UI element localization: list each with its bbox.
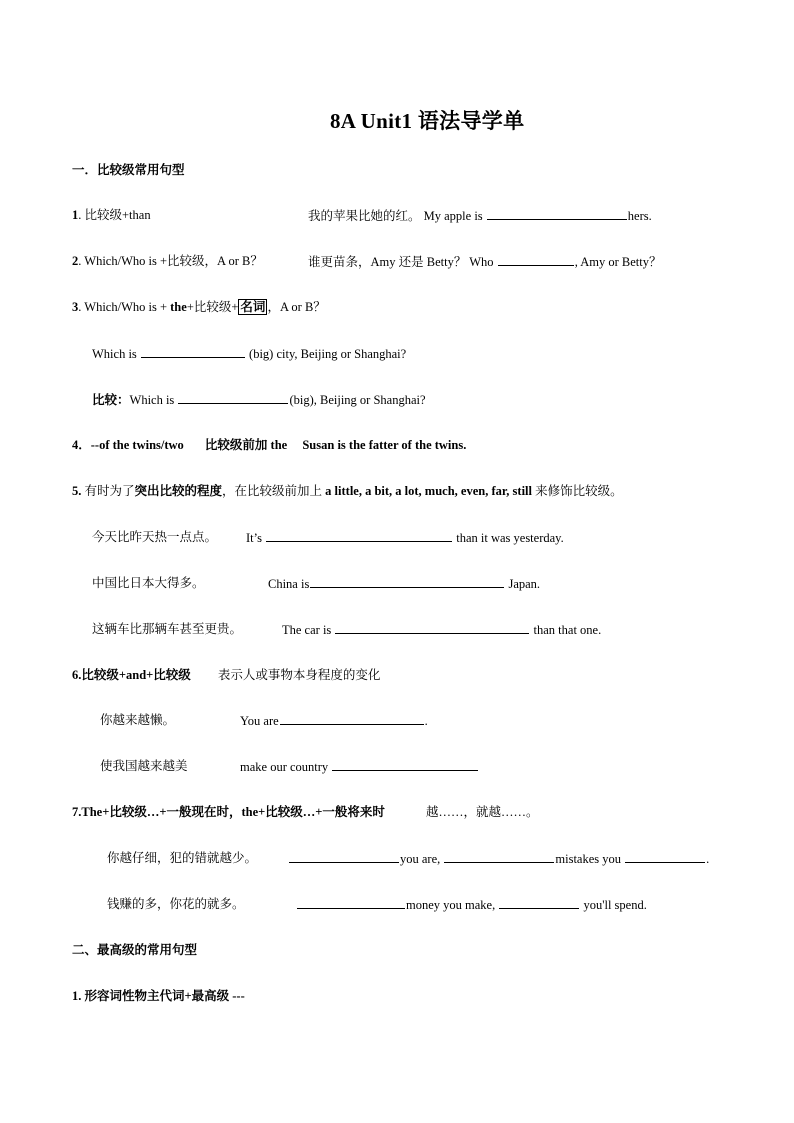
item-7-ex1-blank-2[interactable]	[444, 849, 554, 863]
item-7-ex2-blank-2[interactable]	[499, 895, 579, 909]
item-6-ex2-before: make our country	[240, 760, 329, 774]
item-5-text-d: 来修饰比较级。	[531, 484, 623, 498]
item-3-example-1	[92, 344, 406, 363]
item-7-ex1-end: .	[706, 852, 710, 866]
item-4-example: Susan is the fatter of the twins.	[302, 438, 467, 452]
item-5-ex3-before: The car is	[282, 623, 332, 637]
item-1-blank[interactable]	[487, 206, 627, 220]
item-7-example-1-cn: 你越仔细，犯的错就越少。	[107, 851, 258, 865]
item-5-text-a: 有时为了	[84, 484, 135, 498]
item-6-pattern	[72, 666, 380, 684]
item-7-ex1-mid2: mistakes you	[555, 852, 622, 866]
item-4	[72, 436, 466, 454]
item-5-modifiers: a little, a bit, a lot, much, even, far, still	[325, 484, 532, 498]
item-7-heading: 7.The+比较级…+一般现在时，the+比较级…+一般将来时	[72, 805, 385, 819]
item-3-ex2-before: Which is	[129, 393, 175, 407]
item-6-example-2-cn: 使我国越来越美	[100, 759, 188, 773]
item-5-ex2-blank[interactable]	[310, 574, 504, 588]
item-3-example-2	[92, 390, 426, 409]
item-3-ex1-after: (big) city, Beijing or Shanghai?	[249, 347, 407, 361]
item-5-text-c: ，在比较级前加上	[222, 484, 326, 498]
item-2-english-before: Who	[469, 255, 494, 269]
item-2-chinese: 谁更苗条，Amy 还是 Betty？	[308, 255, 467, 269]
item-3-number: 3	[72, 300, 79, 314]
item-7-pattern	[72, 803, 539, 821]
item-3-ex1-before: Which is	[92, 347, 137, 361]
item-2-number: 2	[72, 254, 79, 268]
item-2-blank[interactable]	[498, 252, 574, 266]
item-6-ex1-blank[interactable]	[280, 711, 424, 725]
item-7-ex2-blank-1[interactable]	[297, 895, 405, 909]
item-3-pattern-a: . Which/Who is +	[78, 300, 171, 314]
item-3-ex2-blank[interactable]	[178, 390, 288, 404]
item-7-ex1-blank-1[interactable]	[289, 849, 399, 863]
item-5-text-b: 突出比较的程度	[134, 484, 223, 498]
item-6-example-2-en	[240, 757, 479, 776]
item-5-example-3-en	[282, 620, 601, 639]
item-7-example-2-cn: 钱赚的多，你花的就多。	[107, 897, 245, 911]
item-7-ex2-mid2: you'll spend.	[583, 898, 647, 912]
item-5-ex2-after: Japan.	[508, 577, 541, 591]
item-6-example-1-en	[240, 711, 428, 730]
item-5-example-1-en	[246, 528, 564, 547]
item-1-english-before: My apple is	[423, 209, 483, 223]
item-5-ex1-blank[interactable]	[266, 528, 452, 542]
item-3-pattern-c: ，A or B？	[267, 300, 326, 314]
item-6-heading: 6.比较级+and+比较级	[72, 668, 191, 682]
item-5-number: 5.	[72, 484, 82, 498]
item-1-pattern-text: . 比较级+than	[78, 208, 151, 222]
item-4-text: 4．--of the twins/two	[72, 438, 184, 452]
item-7-ex2-mid1: money you make,	[406, 898, 496, 912]
item-1-example	[308, 206, 652, 225]
item-2-pattern	[72, 252, 263, 270]
item-6-ex1-before: You are	[240, 714, 279, 728]
item-3-ex2-after: (big), Beijing or Shanghai?	[289, 393, 426, 407]
item-5-example-3-cn: 这辆车比那辆车甚至更贵。	[92, 622, 243, 636]
item-5-example-2-en	[268, 574, 540, 593]
item-1-english-after: hers.	[627, 209, 652, 223]
item-2-example	[308, 252, 662, 271]
item-1-chinese: 我的苹果比她的红。	[308, 209, 421, 223]
item-1-pattern	[72, 206, 151, 224]
item-5-ex1-after: than it was yesterday.	[456, 531, 564, 545]
section-heading-superlative: 二、最高级的常用句型	[72, 943, 198, 957]
item-5-ex3-after: than that one.	[533, 623, 602, 637]
page-title: 8A Unit1 语法导学单	[330, 109, 525, 133]
item-5-pattern	[72, 482, 623, 500]
item-6-example-1-cn: 你越来越懒。	[100, 713, 176, 727]
item-7-ex1-blank-3[interactable]	[625, 849, 705, 863]
item-4-note: 比较级前加 the	[204, 438, 288, 452]
item-3-compare-label: 比较：	[92, 393, 130, 407]
superlative-item-1: 1. 形容词性物主代词+最高级 ---	[72, 989, 245, 1003]
item-1-number: 1	[72, 208, 79, 222]
item-7-example-2-en	[296, 895, 647, 914]
item-3-pattern-the: the	[170, 300, 187, 314]
item-5-ex1-before: It’s	[246, 531, 262, 545]
item-7-ex1-mid1: you are,	[400, 852, 441, 866]
item-6-ex1-after: .	[424, 714, 428, 728]
item-6-ex2-blank[interactable]	[332, 757, 478, 771]
item-3-pattern-b: +比较级+	[186, 300, 239, 314]
item-2-pattern-text: . Which/Who is +比较级，A or B？	[78, 254, 263, 268]
item-2-english-after: , Amy or Betty？	[574, 255, 662, 269]
item-6-description: 表示人或事物本身程度的变化	[217, 668, 381, 682]
item-5-example-1-cn: 今天比昨天热一点点。	[92, 530, 218, 544]
item-5-ex2-before: China is	[268, 577, 310, 591]
item-3-pattern	[72, 298, 326, 316]
item-7-description: 越……，就越……。	[426, 805, 539, 819]
section-heading-comparative: 一．比较级常用句型	[72, 163, 185, 177]
item-3-pattern-noun-boxed: 名词	[240, 300, 266, 314]
item-5-example-2-cn: 中国比日本大得多。	[92, 576, 205, 590]
item-3-ex1-blank[interactable]	[141, 344, 245, 358]
item-5-ex3-blank[interactable]	[335, 620, 529, 634]
item-7-example-1-en	[288, 849, 709, 868]
